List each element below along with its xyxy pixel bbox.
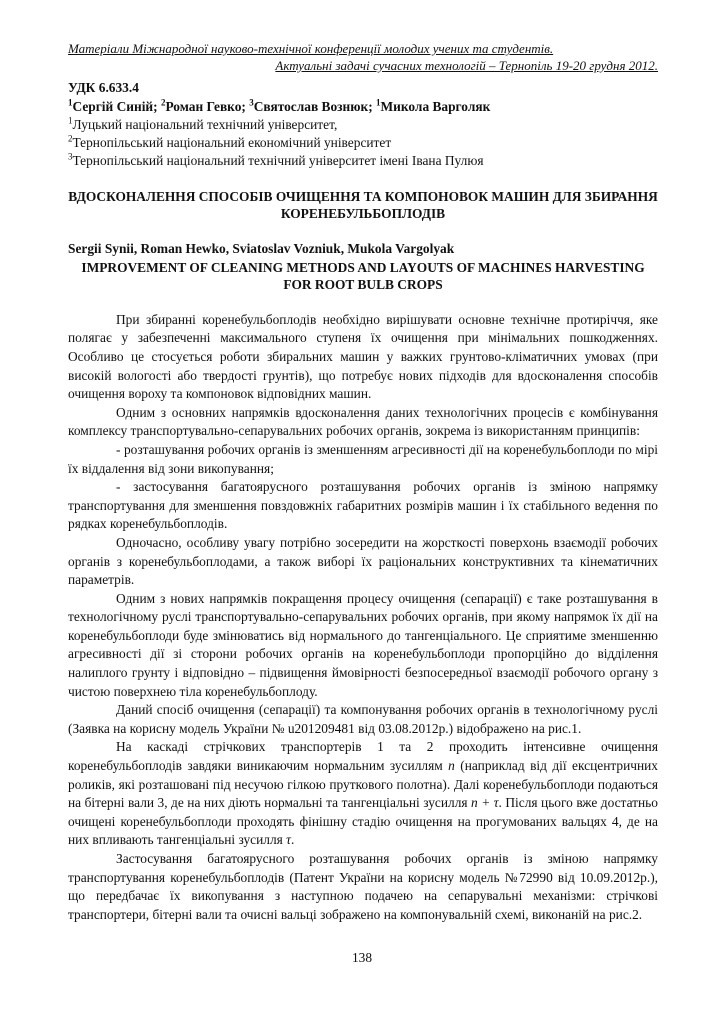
paragraph: Одночасно, особливу увагу потрібно зосередити на жорсткості поверхонь взаємодії робочих органів з коренебульбоплодами, а також виборі їх раціональних конструктивних та кінематичних параметрів. [68, 534, 658, 588]
affiliation-text: Луцький національний технічний університет, [72, 117, 338, 133]
affiliation-sup: 2 [68, 133, 73, 144]
author-sup: 1 [376, 97, 381, 108]
authors-ua [68, 98, 658, 117]
conference-header-line2: Актуальні задачі сучасних технологій – Тернопіль 19-20 грудня 2012. [275, 58, 658, 73]
page-number: 138 [351, 950, 373, 965]
author-sup: 3 [249, 97, 254, 108]
paragraph: Одним з нових напрямків покращення процесу очищення (сепарації) є таке розташування в технологічному руслі транспортувально-сепарувальних робочих органів, при якому напрямок їх дії на коренебульбоплоди буде змінюватись від нормального до тангенціального. Це сприятиме зменшенню агресивності дії зі сторони робочих органів на коренебульбоплоди пропорційно до відділення налиплого грунту і відповідно – підвищення ймовірності безпосередньої взаємодії робочого органу з чистою поверхнею тіла коренебульбоплоду. [68, 590, 658, 699]
udk-code: УДК 6.633.4 [68, 80, 139, 95]
paragraph-text: . Після цього вже достатньо очищені коренебульбоплоди проходять фінішну стадію очищення на прогумованих вальцях 4, де на них впливають тангенціальні зусилля [68, 795, 658, 848]
author-sup: 1 [68, 97, 73, 108]
list-item: - розташування робочих органів із зменшенням агресивності дії на коренебульбоплоди по мірі їх віддалення від зони викопування; [68, 441, 658, 476]
conference-header-line1: Матеріали Міжнародної науково-технічної конференції молодих учених та студентів. [68, 41, 554, 56]
paper-page [68, 40, 658, 924]
affiliation [68, 116, 658, 134]
paper-title-en: IMPROVEMENT OF CLEANING METHODS AND LAYOUTS OF MACHINES HARVESTING FOR ROOT BULB CROPS [81, 259, 645, 292]
affiliation [68, 152, 658, 170]
paper-title-ua: ВДОСКОНАЛЕННЯ СПОСОБІВ ОЧИЩЕННЯ ТА КОМПОНОВОК МАШИН ДЛЯ ЗБИРАННЯ КОРЕНЕБУЛЬБОПЛОДІВ [68, 189, 658, 222]
author-sup: 2 [160, 97, 166, 108]
paragraph-text: (наприклад від дії ексцентричних роликів, які розташовані під несучою гілкою пруткового полотна). Далі коренебульбоплоди подаються на бітерні вали 3, де на них діють нормальні та тангенціальні зусилля [68, 758, 659, 811]
paragraph [68, 738, 658, 850]
affiliation-sup: 1 [68, 115, 73, 126]
author-name: Святослав Вознюк; [253, 98, 377, 114]
math-symbol: τ [286, 832, 291, 848]
author-name: Сергій Синій; [72, 98, 161, 114]
affiliation-text: Тернопільський національний економічний університет [72, 135, 392, 151]
author-name: Микола Варголяк [380, 98, 491, 114]
paragraph: Даний спосіб очищення (сепарації) та компонування робочих органів в технологічному руслі (Заявка на корисну модель України № u201209481 від 03.08.2012р.) відображено на рис.1. [68, 702, 658, 736]
list-item: - застосування багатоярусного розташування робочих органів із зміною напрямку транспортування для зменшення повздовжніх габаритних розмірів машин і їх стабільного ведення по рядках коренебульбоплодів. [68, 479, 658, 532]
paragraph-text: . [290, 832, 295, 848]
paragraph: При збиранні коренебульбоплодів необхідно вирішувати основне технічне протиріччя, яке полягає у забезпеченні максимального ступеня їх очищення при мінімальних пошкодженнях. Особливо це стосується роботи збиральних машин у важких грунтово-кліматичних умовах (при високій вологості або твердості грунтів), що потребує нових підходів для вдосконалення способів очищення вороху та компоновок відповідних машин. [68, 311, 658, 402]
affiliation-sup: 3 [68, 151, 73, 162]
affiliation [68, 134, 658, 152]
paragraph: Застосування багатоярусного розташування робочих органів із зміною напрямку транспортування коренебульбоплодів (Патент України на корисну модель №72990 від 10.09.2012р.), що передбачає їх викопування з наступною подачею на сепарувальні механізми: стрічкові транспортери, бітерні вали та очисні вальці зображено на компонувальній схемі, виконаній на рис.2. [68, 851, 658, 922]
math-symbol: n [448, 758, 455, 774]
authors-en: Sergii Synii, Roman Hewko, Sviatoslav Vozniuk, Mukola Vargolyak [68, 241, 455, 257]
affiliation-text: Тернопільський національний технічний університет імені Івана Пулюя [72, 153, 484, 169]
paragraph-text: На каскаді стрічкових транспортерів 1 та 2 проходить інтенсивне очищення коренебульбоплодів завдяки виникаючим нормальним зусиллям [68, 739, 658, 774]
paragraph: Одним з основних напрямків вдосконалення даних технологічних процесів є комбінування комплексу транспортувально-сепарувальних робочих органів, зокрема із використанням принципів: [68, 404, 658, 439]
author-name: Роман Гевко; [165, 98, 250, 114]
paper-body [68, 311, 658, 925]
math-symbol: n + τ [471, 795, 499, 811]
